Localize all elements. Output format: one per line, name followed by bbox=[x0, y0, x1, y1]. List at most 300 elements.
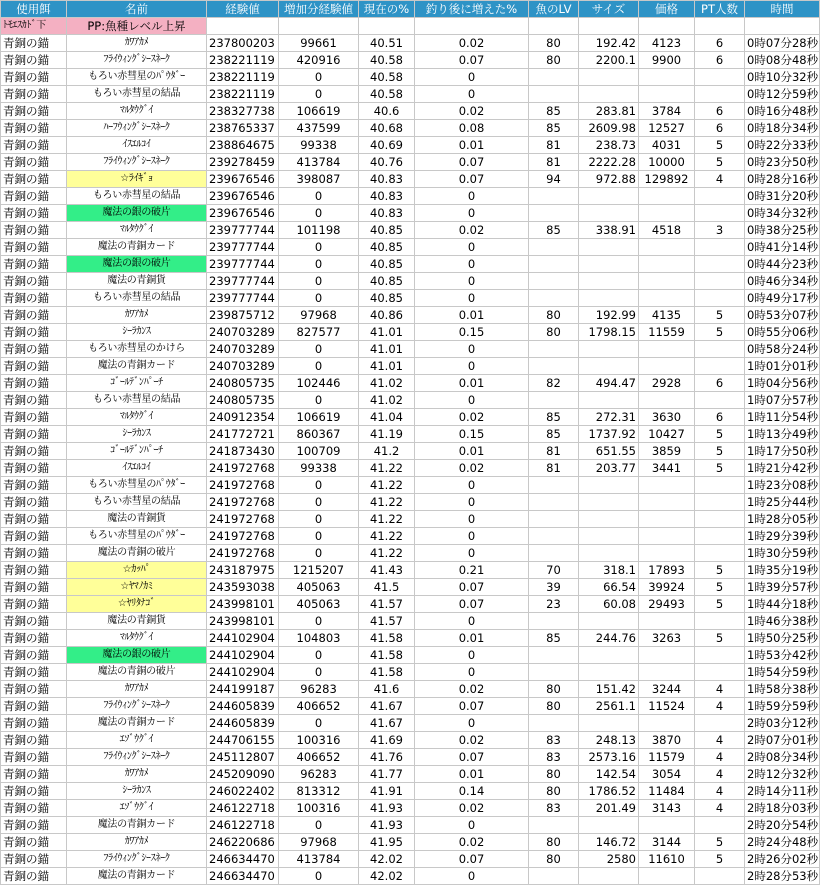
bait-cell[interactable]: 青銅の錨 bbox=[1, 239, 67, 256]
time-cell[interactable]: 0時18分34秒 bbox=[745, 120, 820, 137]
item-name-cell[interactable]: 魔法の銀の破片 bbox=[67, 256, 207, 273]
fish-level-cell[interactable]: 80 bbox=[529, 851, 579, 868]
empty-cell[interactable] bbox=[639, 18, 695, 35]
price-cell[interactable] bbox=[639, 868, 695, 885]
party-size-cell[interactable]: 6 bbox=[695, 375, 745, 392]
time-cell[interactable]: 0時49分17秒 bbox=[745, 290, 820, 307]
time-cell[interactable]: 1時58分38秒 bbox=[745, 681, 820, 698]
percent-cell[interactable]: 41.6 bbox=[359, 681, 415, 698]
exp-cell[interactable]: 238221119 bbox=[207, 52, 279, 69]
bait-cell[interactable]: 青銅の錨 bbox=[1, 562, 67, 579]
percent-cell[interactable]: 42.02 bbox=[359, 868, 415, 885]
exp-cell[interactable]: 239777744 bbox=[207, 239, 279, 256]
party-size-cell[interactable] bbox=[695, 358, 745, 375]
time-cell[interactable]: 0時22分33秒 bbox=[745, 137, 820, 154]
size-cell[interactable] bbox=[579, 86, 639, 103]
percent-cell[interactable]: 42.02 bbox=[359, 851, 415, 868]
gain-cell[interactable]: 101198 bbox=[279, 222, 359, 239]
bait-cell[interactable]: 青銅の錨 bbox=[1, 341, 67, 358]
size-cell[interactable]: 2609.98 bbox=[579, 120, 639, 137]
time-cell[interactable]: 1時11分54秒 bbox=[745, 409, 820, 426]
bait-cell[interactable]: 青銅の錨 bbox=[1, 205, 67, 222]
size-cell[interactable]: 146.72 bbox=[579, 834, 639, 851]
gain-cell[interactable]: 96283 bbox=[279, 766, 359, 783]
size-cell[interactable]: 60.08 bbox=[579, 596, 639, 613]
percent-cell[interactable]: 40.86 bbox=[359, 307, 415, 324]
party-size-cell[interactable]: 5 bbox=[695, 324, 745, 341]
price-cell[interactable]: 11579 bbox=[639, 749, 695, 766]
item-name-cell[interactable]: もろい赤彗星のﾊﾟｳﾀﾞｰ bbox=[67, 528, 207, 545]
exp-cell[interactable]: 241873430 bbox=[207, 443, 279, 460]
increase-cell[interactable]: 0 bbox=[415, 188, 529, 205]
empty-cell[interactable] bbox=[745, 18, 820, 35]
item-name-cell[interactable]: 魔法の青銅貨 bbox=[67, 511, 207, 528]
item-name-cell[interactable]: もろい赤彗星の結晶 bbox=[67, 392, 207, 409]
increase-cell[interactable]: 0.07 bbox=[415, 171, 529, 188]
gain-cell[interactable]: 106619 bbox=[279, 103, 359, 120]
size-cell[interactable]: 2200.1 bbox=[579, 52, 639, 69]
gain-cell[interactable]: 813312 bbox=[279, 783, 359, 800]
size-cell[interactable] bbox=[579, 188, 639, 205]
percent-cell[interactable]: 41.93 bbox=[359, 800, 415, 817]
increase-cell[interactable]: 0.14 bbox=[415, 783, 529, 800]
item-name-cell[interactable]: 魔法の青銅貨 bbox=[67, 273, 207, 290]
time-cell[interactable]: 2時07分01秒 bbox=[745, 732, 820, 749]
party-size-cell[interactable]: 5 bbox=[695, 307, 745, 324]
price-cell[interactable]: 11610 bbox=[639, 851, 695, 868]
empty-cell[interactable] bbox=[579, 18, 639, 35]
price-cell[interactable] bbox=[639, 69, 695, 86]
fish-level-cell[interactable]: 85 bbox=[529, 409, 579, 426]
gain-cell[interactable]: 106619 bbox=[279, 409, 359, 426]
fish-level-cell[interactable] bbox=[529, 188, 579, 205]
increase-cell[interactable]: 0.07 bbox=[415, 698, 529, 715]
size-cell[interactable]: 151.42 bbox=[579, 681, 639, 698]
item-name-cell[interactable]: もろい赤彗星の結晶 bbox=[67, 290, 207, 307]
time-cell[interactable]: 1時44分18秒 bbox=[745, 596, 820, 613]
size-cell[interactable] bbox=[579, 69, 639, 86]
bait-cell[interactable]: 青銅の錨 bbox=[1, 273, 67, 290]
bait-cell[interactable]: 青銅の錨 bbox=[1, 35, 67, 52]
size-cell[interactable]: 2222.28 bbox=[579, 154, 639, 171]
percent-cell[interactable]: 40.85 bbox=[359, 273, 415, 290]
increase-cell[interactable]: 0.02 bbox=[415, 103, 529, 120]
exp-cell[interactable]: 243593038 bbox=[207, 579, 279, 596]
exp-cell[interactable]: 243187975 bbox=[207, 562, 279, 579]
exp-cell[interactable]: 239777744 bbox=[207, 256, 279, 273]
increase-cell[interactable]: 0.02 bbox=[415, 35, 529, 52]
time-cell[interactable]: 1時23分08秒 bbox=[745, 477, 820, 494]
party-size-cell[interactable] bbox=[695, 86, 745, 103]
party-size-cell[interactable] bbox=[695, 528, 745, 545]
percent-cell[interactable]: 41.95 bbox=[359, 834, 415, 851]
percent-cell[interactable]: 40.6 bbox=[359, 103, 415, 120]
time-cell[interactable]: 1時30分59秒 bbox=[745, 545, 820, 562]
time-cell[interactable]: 0時44分23秒 bbox=[745, 256, 820, 273]
gain-cell[interactable]: 100709 bbox=[279, 443, 359, 460]
price-cell[interactable]: 4123 bbox=[639, 35, 695, 52]
time-cell[interactable]: 0時34分32秒 bbox=[745, 205, 820, 222]
percent-cell[interactable]: 40.58 bbox=[359, 69, 415, 86]
bait-cell[interactable]: 青銅の錨 bbox=[1, 630, 67, 647]
gain-cell[interactable]: 97968 bbox=[279, 307, 359, 324]
fish-level-cell[interactable] bbox=[529, 528, 579, 545]
price-cell[interactable] bbox=[639, 477, 695, 494]
size-cell[interactable] bbox=[579, 358, 639, 375]
gain-cell[interactable]: 1215207 bbox=[279, 562, 359, 579]
percent-cell[interactable]: 41.91 bbox=[359, 783, 415, 800]
price-cell[interactable]: 129892 bbox=[639, 171, 695, 188]
size-cell[interactable] bbox=[579, 868, 639, 885]
party-size-cell[interactable]: 6 bbox=[695, 52, 745, 69]
party-size-cell[interactable] bbox=[695, 341, 745, 358]
price-cell[interactable] bbox=[639, 239, 695, 256]
bait-cell[interactable]: 青銅の錨 bbox=[1, 69, 67, 86]
price-cell[interactable] bbox=[639, 273, 695, 290]
price-cell[interactable] bbox=[639, 290, 695, 307]
increase-cell[interactable]: 0.07 bbox=[415, 749, 529, 766]
col-header-gain[interactable]: 増加分経験値 bbox=[279, 1, 359, 18]
time-cell[interactable]: 2時14分11秒 bbox=[745, 783, 820, 800]
size-cell[interactable] bbox=[579, 647, 639, 664]
fish-level-cell[interactable] bbox=[529, 341, 579, 358]
time-cell[interactable]: 0時41分14秒 bbox=[745, 239, 820, 256]
price-cell[interactable]: 39924 bbox=[639, 579, 695, 596]
bait-cell[interactable]: 青銅の錨 bbox=[1, 460, 67, 477]
fish-level-cell[interactable]: 94 bbox=[529, 171, 579, 188]
increase-cell[interactable]: 0.02 bbox=[415, 460, 529, 477]
bait-cell[interactable]: 青銅の錨 bbox=[1, 307, 67, 324]
size-cell[interactable] bbox=[579, 205, 639, 222]
exp-cell[interactable]: 244605839 bbox=[207, 715, 279, 732]
price-cell[interactable]: 3784 bbox=[639, 103, 695, 120]
col-header-price[interactable]: 価格 bbox=[639, 1, 695, 18]
item-name-cell[interactable]: ﾏﾙﾀｳｸﾞｲ bbox=[67, 409, 207, 426]
price-cell[interactable] bbox=[639, 392, 695, 409]
col-header-exp[interactable]: 経験値 bbox=[207, 1, 279, 18]
fish-level-cell[interactable]: 80 bbox=[529, 35, 579, 52]
gain-cell[interactable]: 398087 bbox=[279, 171, 359, 188]
fish-level-cell[interactable]: 80 bbox=[529, 698, 579, 715]
fish-level-cell[interactable] bbox=[529, 817, 579, 834]
gain-cell[interactable]: 0 bbox=[279, 256, 359, 273]
empty-cell[interactable] bbox=[695, 18, 745, 35]
exp-cell[interactable]: 239278459 bbox=[207, 154, 279, 171]
price-cell[interactable] bbox=[639, 613, 695, 630]
price-cell[interactable]: 12527 bbox=[639, 120, 695, 137]
price-cell[interactable] bbox=[639, 545, 695, 562]
item-name-cell[interactable]: 魔法の青銅カード bbox=[67, 817, 207, 834]
party-size-cell[interactable]: 6 bbox=[695, 120, 745, 137]
increase-cell[interactable]: 0 bbox=[415, 239, 529, 256]
exp-cell[interactable]: 238765337 bbox=[207, 120, 279, 137]
percent-cell[interactable]: 40.76 bbox=[359, 154, 415, 171]
bait-cell[interactable]: 青銅の錨 bbox=[1, 375, 67, 392]
bait-cell[interactable]: 青銅の錨 bbox=[1, 664, 67, 681]
size-cell[interactable]: 1786.52 bbox=[579, 783, 639, 800]
size-cell[interactable]: 1798.15 bbox=[579, 324, 639, 341]
time-cell[interactable]: 1時28分05秒 bbox=[745, 511, 820, 528]
exp-cell[interactable]: 239777744 bbox=[207, 290, 279, 307]
party-size-cell[interactable]: 5 bbox=[695, 137, 745, 154]
item-name-cell[interactable]: ｼｰﾗｶﾝｽ bbox=[67, 324, 207, 341]
bait-cell[interactable]: 青銅の錨 bbox=[1, 545, 67, 562]
item-name-cell[interactable]: 魔法の銀の破片 bbox=[67, 205, 207, 222]
exp-cell[interactable]: 240912354 bbox=[207, 409, 279, 426]
gain-cell[interactable]: 0 bbox=[279, 545, 359, 562]
item-name-cell[interactable]: ☆ﾔﾘﾀﾅｺﾞ bbox=[67, 596, 207, 613]
time-cell[interactable]: 2時28分53秒 bbox=[745, 868, 820, 885]
item-name-cell[interactable]: ﾏﾙﾀｳｸﾞｲ bbox=[67, 222, 207, 239]
gain-cell[interactable]: 0 bbox=[279, 868, 359, 885]
exp-cell[interactable]: 240703289 bbox=[207, 341, 279, 358]
percent-cell[interactable]: 41.22 bbox=[359, 545, 415, 562]
time-cell[interactable]: 0時07分28秒 bbox=[745, 35, 820, 52]
price-cell[interactable] bbox=[639, 715, 695, 732]
size-cell[interactable] bbox=[579, 545, 639, 562]
gain-cell[interactable]: 0 bbox=[279, 494, 359, 511]
time-cell[interactable]: 1時53分42秒 bbox=[745, 647, 820, 664]
fish-level-cell[interactable] bbox=[529, 511, 579, 528]
gain-cell[interactable]: 0 bbox=[279, 511, 359, 528]
bait-cell[interactable]: 青銅の錨 bbox=[1, 817, 67, 834]
increase-cell[interactable]: 0.07 bbox=[415, 154, 529, 171]
exp-cell[interactable]: 246220686 bbox=[207, 834, 279, 851]
item-name-cell[interactable]: ﾏﾙﾀｳｸﾞｲ bbox=[67, 103, 207, 120]
item-name-cell[interactable]: ﾌﾗｲｳｨﾝｸﾞｼｰｽﾈｰｸ bbox=[67, 154, 207, 171]
bait-cell[interactable]: 青銅の錨 bbox=[1, 222, 67, 239]
size-cell[interactable]: 318.1 bbox=[579, 562, 639, 579]
fish-level-cell[interactable]: 83 bbox=[529, 800, 579, 817]
party-size-cell[interactable]: 5 bbox=[695, 426, 745, 443]
exp-cell[interactable]: 244102904 bbox=[207, 647, 279, 664]
fish-level-cell[interactable]: 80 bbox=[529, 307, 579, 324]
increase-cell[interactable]: 0 bbox=[415, 341, 529, 358]
size-cell[interactable]: 972.88 bbox=[579, 171, 639, 188]
increase-cell[interactable]: 0 bbox=[415, 256, 529, 273]
empty-cell[interactable] bbox=[359, 18, 415, 35]
item-name-cell[interactable]: ｴｿﾞｳｸﾞｲ bbox=[67, 800, 207, 817]
item-name-cell[interactable]: ﾌﾗｲｳｨﾝｸﾞｼｰｽﾈｰｸ bbox=[67, 698, 207, 715]
size-cell[interactable] bbox=[579, 715, 639, 732]
party-size-cell[interactable]: 4 bbox=[695, 766, 745, 783]
bait-cell[interactable]: 青銅の錨 bbox=[1, 137, 67, 154]
increase-cell[interactable]: 0 bbox=[415, 528, 529, 545]
time-cell[interactable]: 1時59分59秒 bbox=[745, 698, 820, 715]
percent-cell[interactable]: 41.02 bbox=[359, 392, 415, 409]
fish-level-cell[interactable]: 80 bbox=[529, 783, 579, 800]
increase-cell[interactable]: 0 bbox=[415, 545, 529, 562]
increase-cell[interactable]: 0 bbox=[415, 477, 529, 494]
price-cell[interactable]: 11559 bbox=[639, 324, 695, 341]
price-cell[interactable]: 29493 bbox=[639, 596, 695, 613]
increase-cell[interactable]: 0.01 bbox=[415, 443, 529, 460]
price-cell[interactable]: 10000 bbox=[639, 154, 695, 171]
col-header-party-size[interactable]: PT人数 bbox=[695, 1, 745, 18]
item-name-cell[interactable]: ｲｽｴﾙｺｲ bbox=[67, 137, 207, 154]
gain-cell[interactable]: 0 bbox=[279, 239, 359, 256]
fish-level-cell[interactable] bbox=[529, 494, 579, 511]
price-cell[interactable] bbox=[639, 205, 695, 222]
time-cell[interactable]: 0時16分48秒 bbox=[745, 103, 820, 120]
time-cell[interactable]: 1時13分49秒 bbox=[745, 426, 820, 443]
price-cell[interactable]: 11524 bbox=[639, 698, 695, 715]
item-name-cell[interactable]: ｶﾜｱｶﾒ bbox=[67, 834, 207, 851]
exp-cell[interactable]: 246634470 bbox=[207, 851, 279, 868]
gain-cell[interactable]: 827577 bbox=[279, 324, 359, 341]
item-name-cell[interactable]: 魔法の青銅カード bbox=[67, 358, 207, 375]
size-cell[interactable] bbox=[579, 273, 639, 290]
increase-cell[interactable]: 0.02 bbox=[415, 732, 529, 749]
gain-cell[interactable]: 406652 bbox=[279, 749, 359, 766]
gain-cell[interactable]: 96283 bbox=[279, 681, 359, 698]
item-name-cell[interactable]: 魔法の青銅の破片 bbox=[67, 545, 207, 562]
increase-cell[interactable]: 0.07 bbox=[415, 851, 529, 868]
fish-level-cell[interactable]: 81 bbox=[529, 154, 579, 171]
party-size-cell[interactable]: 5 bbox=[695, 851, 745, 868]
price-cell[interactable]: 3859 bbox=[639, 443, 695, 460]
gain-cell[interactable]: 413784 bbox=[279, 154, 359, 171]
price-cell[interactable]: 17893 bbox=[639, 562, 695, 579]
exp-cell[interactable]: 239676546 bbox=[207, 205, 279, 222]
increase-cell[interactable]: 0 bbox=[415, 868, 529, 885]
size-cell[interactable] bbox=[579, 477, 639, 494]
col-header-fish-level[interactable]: 魚のLV bbox=[529, 1, 579, 18]
price-cell[interactable]: 3441 bbox=[639, 460, 695, 477]
fish-level-cell[interactable]: 80 bbox=[529, 766, 579, 783]
increase-cell[interactable]: 0.01 bbox=[415, 630, 529, 647]
bait-cell[interactable]: 青銅の錨 bbox=[1, 732, 67, 749]
percent-cell[interactable]: 41.57 bbox=[359, 613, 415, 630]
exp-cell[interactable]: 239875712 bbox=[207, 307, 279, 324]
increase-cell[interactable]: 0.02 bbox=[415, 800, 529, 817]
bait-cell[interactable]: 青銅の錨 bbox=[1, 324, 67, 341]
increase-cell[interactable]: 0.21 bbox=[415, 562, 529, 579]
item-name-cell[interactable]: 魔法の青銅カード bbox=[67, 868, 207, 885]
increase-cell[interactable]: 0 bbox=[415, 511, 529, 528]
bait-cell[interactable]: 青銅の錨 bbox=[1, 494, 67, 511]
party-size-cell[interactable] bbox=[695, 664, 745, 681]
party-size-cell[interactable] bbox=[695, 205, 745, 222]
col-header-name[interactable]: 名前 bbox=[67, 1, 207, 18]
fish-level-cell[interactable]: 83 bbox=[529, 732, 579, 749]
item-name-cell[interactable]: ﾏﾙﾀｳｸﾞｲ bbox=[67, 630, 207, 647]
party-size-cell[interactable]: 6 bbox=[695, 409, 745, 426]
bait-cell[interactable]: 青銅の錨 bbox=[1, 290, 67, 307]
item-name-cell[interactable]: ｶﾜｱｶﾒ bbox=[67, 35, 207, 52]
party-size-cell[interactable]: 6 bbox=[695, 35, 745, 52]
increase-cell[interactable]: 0.01 bbox=[415, 375, 529, 392]
increase-cell[interactable]: 0.02 bbox=[415, 222, 529, 239]
bait-cell[interactable]: 青銅の錨 bbox=[1, 766, 67, 783]
increase-cell[interactable]: 0 bbox=[415, 69, 529, 86]
price-cell[interactable] bbox=[639, 188, 695, 205]
bait-cell[interactable]: 青銅の錨 bbox=[1, 868, 67, 885]
percent-cell[interactable]: 40.58 bbox=[359, 52, 415, 69]
empty-cell[interactable] bbox=[279, 18, 359, 35]
percent-cell[interactable]: 41.01 bbox=[359, 341, 415, 358]
increase-cell[interactable]: 0 bbox=[415, 392, 529, 409]
exp-cell[interactable]: 246122718 bbox=[207, 817, 279, 834]
gain-cell[interactable]: 405063 bbox=[279, 579, 359, 596]
fish-level-cell[interactable]: 81 bbox=[529, 443, 579, 460]
item-name-cell[interactable]: もろい赤彗星のﾊﾟｳﾀﾞｰ bbox=[67, 477, 207, 494]
empty-cell[interactable] bbox=[529, 18, 579, 35]
percent-cell[interactable]: 41.22 bbox=[359, 494, 415, 511]
percent-cell[interactable]: 41.5 bbox=[359, 579, 415, 596]
party-size-cell[interactable]: 3 bbox=[695, 222, 745, 239]
bait-cell[interactable]: 青銅の錨 bbox=[1, 528, 67, 545]
bait-cell[interactable]: 青銅の錨 bbox=[1, 171, 67, 188]
exp-cell[interactable]: 240703289 bbox=[207, 358, 279, 375]
item-name-cell[interactable]: 魔法の青銅カード bbox=[67, 239, 207, 256]
percent-cell[interactable]: 41.67 bbox=[359, 715, 415, 732]
price-cell[interactable]: 10427 bbox=[639, 426, 695, 443]
gain-cell[interactable]: 102446 bbox=[279, 375, 359, 392]
fish-level-cell[interactable] bbox=[529, 613, 579, 630]
exp-cell[interactable]: 239777744 bbox=[207, 222, 279, 239]
size-cell[interactable]: 2573.16 bbox=[579, 749, 639, 766]
fish-level-cell[interactable] bbox=[529, 273, 579, 290]
price-cell[interactable] bbox=[639, 358, 695, 375]
fish-level-cell[interactable]: 85 bbox=[529, 426, 579, 443]
percent-cell[interactable]: 41.58 bbox=[359, 647, 415, 664]
item-name-cell[interactable]: ☆ﾗｲｷﾞｮ bbox=[67, 171, 207, 188]
percent-cell[interactable]: 40.69 bbox=[359, 137, 415, 154]
size-cell[interactable] bbox=[579, 494, 639, 511]
party-size-cell[interactable]: 4 bbox=[695, 681, 745, 698]
price-cell[interactable]: 3144 bbox=[639, 834, 695, 851]
gain-cell[interactable]: 0 bbox=[279, 817, 359, 834]
price-cell[interactable]: 3244 bbox=[639, 681, 695, 698]
price-cell[interactable] bbox=[639, 647, 695, 664]
size-cell[interactable]: 238.73 bbox=[579, 137, 639, 154]
fish-level-cell[interactable]: 85 bbox=[529, 103, 579, 120]
exp-cell[interactable]: 239676546 bbox=[207, 171, 279, 188]
increase-cell[interactable]: 0 bbox=[415, 613, 529, 630]
price-cell[interactable]: 9900 bbox=[639, 52, 695, 69]
exp-cell[interactable]: 246122718 bbox=[207, 800, 279, 817]
price-cell[interactable]: 11484 bbox=[639, 783, 695, 800]
time-cell[interactable]: 1時04分56秒 bbox=[745, 375, 820, 392]
exp-cell[interactable]: 240805735 bbox=[207, 392, 279, 409]
bait-cell[interactable]: 青銅の錨 bbox=[1, 188, 67, 205]
price-cell[interactable]: 2928 bbox=[639, 375, 695, 392]
price-cell[interactable]: 3054 bbox=[639, 766, 695, 783]
gain-cell[interactable]: 0 bbox=[279, 715, 359, 732]
size-cell[interactable]: 494.47 bbox=[579, 375, 639, 392]
bait-cell[interactable]: 青銅の錨 bbox=[1, 154, 67, 171]
increase-cell[interactable]: 0.01 bbox=[415, 307, 529, 324]
gain-cell[interactable]: 99338 bbox=[279, 137, 359, 154]
percent-cell[interactable]: 40.83 bbox=[359, 188, 415, 205]
party-size-cell[interactable]: 4 bbox=[695, 171, 745, 188]
fish-level-cell[interactable]: 85 bbox=[529, 630, 579, 647]
exp-cell[interactable]: 241972768 bbox=[207, 511, 279, 528]
price-cell[interactable]: 4031 bbox=[639, 137, 695, 154]
gain-cell[interactable]: 0 bbox=[279, 69, 359, 86]
exp-cell[interactable]: 244605839 bbox=[207, 698, 279, 715]
exp-cell[interactable]: 244102904 bbox=[207, 664, 279, 681]
exp-cell[interactable]: 238864675 bbox=[207, 137, 279, 154]
time-cell[interactable]: 0時55分06秒 bbox=[745, 324, 820, 341]
fish-level-cell[interactable]: 80 bbox=[529, 324, 579, 341]
party-size-cell[interactable]: 4 bbox=[695, 783, 745, 800]
time-cell[interactable]: 2時18分03秒 bbox=[745, 800, 820, 817]
time-cell[interactable]: 0時46分34秒 bbox=[745, 273, 820, 290]
percent-cell[interactable]: 41.67 bbox=[359, 698, 415, 715]
party-size-cell[interactable]: 4 bbox=[695, 732, 745, 749]
